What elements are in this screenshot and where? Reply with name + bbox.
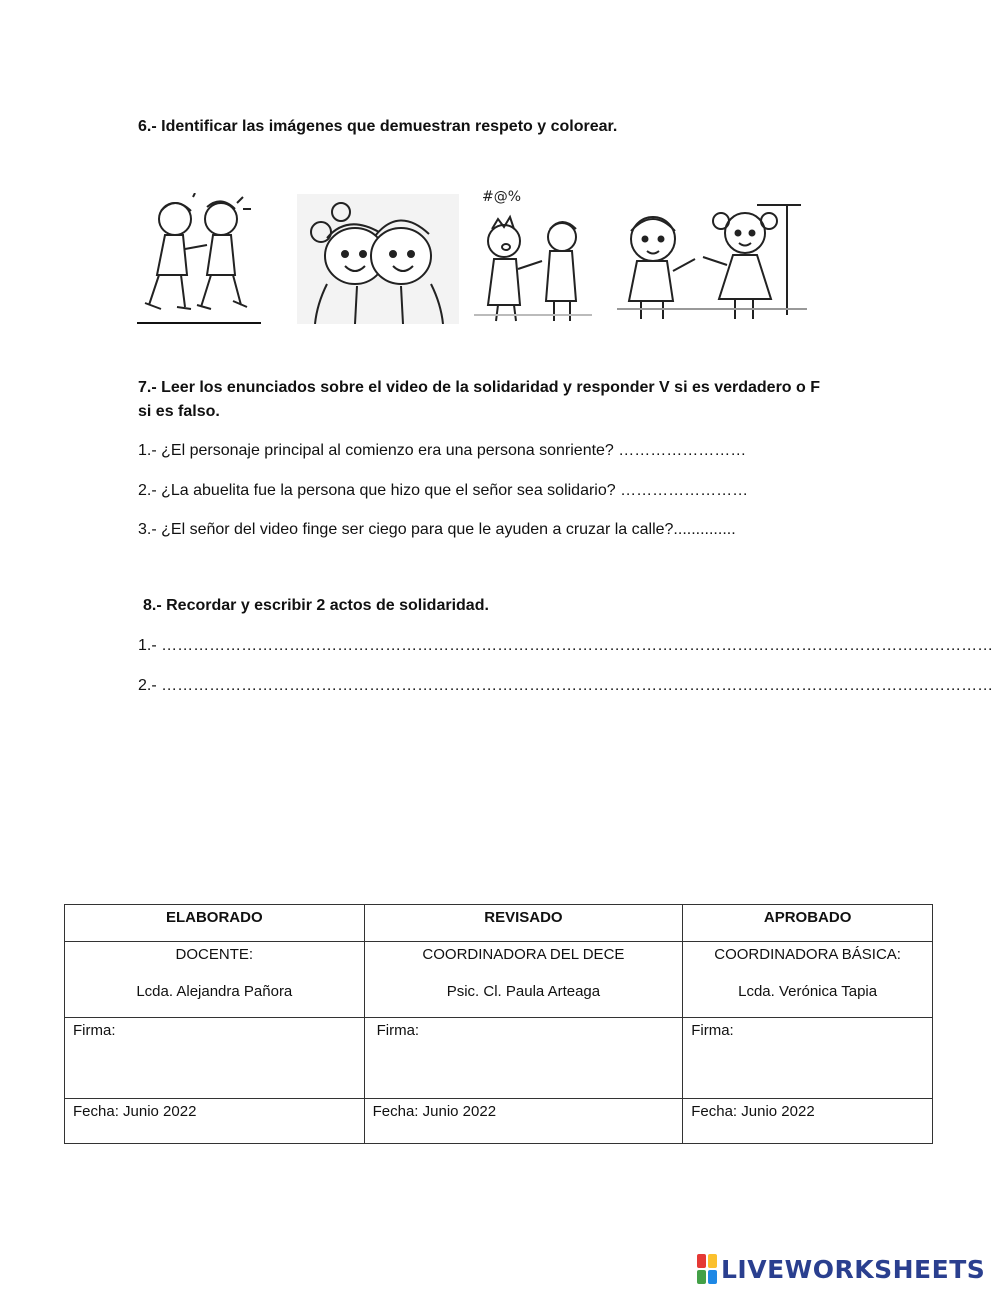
q7-item-2[interactable]: 2.- ¿La abuelita fue la persona que hizo que el señor sea solidario? …………………… [138,482,749,499]
q7-title-line1: 7.- Leer los enunciados sobre el video de la solidaridad y responder V si es verdadero o F [138,379,820,396]
role-name: Lcda. Verónica Tapia [738,983,878,1000]
image-children-greeting[interactable] [617,199,807,323]
q6-title: 6.- Identificar las imágenes que demuestran respeto y colorear. [138,118,618,135]
logo-blocks-icon [697,1254,717,1284]
svg-text:#@%: #@% [482,189,522,205]
image-child-shouting[interactable] [474,185,592,325]
role-label: COORDINADORA DEL DECE [422,946,625,963]
q7-item-3[interactable]: 3.- ¿El señor del video finge ser ciego para que le ayuden a cruzar la calle?.............. [138,521,736,538]
fecha-field-3: Fecha: Junio 2022 [683,1099,933,1144]
q8-answer-1[interactable]: 1.- ………………………………………………………………………………………………………………………………………… [138,637,994,654]
children-fighting-drawing [137,193,261,325]
header-elaborado: ELABORADO [65,905,365,942]
q8-answer-2[interactable]: 2.- ………………………………………………………………………………………………………………………………………… [138,677,994,694]
firma-field-3[interactable]: Firma: [683,1018,933,1099]
fecha-field-1: Fecha: Junio 2022 [65,1099,365,1144]
firma-field-2[interactable]: Firma: [364,1018,683,1099]
logo-text: LIVEWORKSHEETS [721,1254,986,1284]
q7-title-line2: si es falso. [138,403,220,420]
image-children-fighting[interactable] [137,193,261,325]
children-hugging-drawing [297,194,459,324]
header-aprobado: APROBADO [683,905,933,942]
header-revisado: REVISADO [364,905,683,942]
role-name: Psic. Cl. Paula Arteaga [446,983,601,1000]
children-greeting-drawing [617,199,807,323]
role-name: Lcda. Alejandra Pañora [136,983,293,1000]
q8-title: 8.- Recordar y escribir 2 actos de solidaridad. [143,597,489,614]
role-cell-basica [683,942,933,1018]
q7-item-1[interactable]: 1.- ¿El personaje principal al comienzo era una persona sonriente? …………………… [138,442,747,459]
fecha-field-2: Fecha: Junio 2022 [364,1099,683,1144]
role-label: COORDINADORA BÁSICA: [714,946,901,963]
role-label: DOCENTE: [175,946,254,963]
signature-table [64,904,933,1144]
firma-field-1[interactable]: Firma: [65,1018,365,1099]
liveworksheets-logo[interactable] [697,1254,985,1284]
child-shouting-drawing [474,185,592,325]
role-cell-docente [65,942,365,1018]
role-cell-dece [364,942,683,1018]
image-children-hugging[interactable] [297,194,459,324]
